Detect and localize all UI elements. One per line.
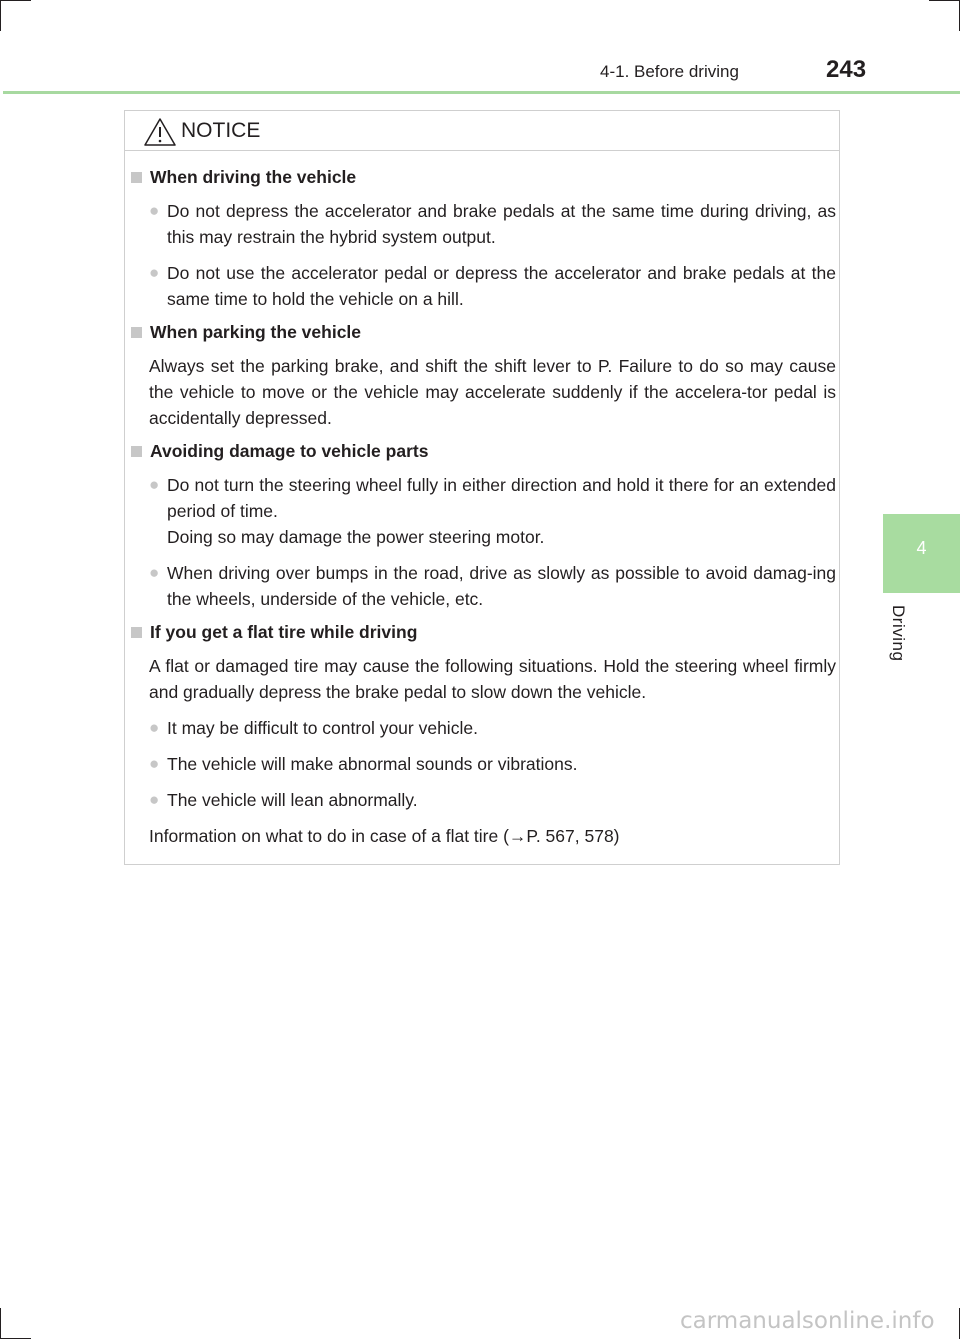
circle-bullet-icon: ● <box>149 201 160 220</box>
crop-mark-top-left-v <box>0 0 1 31</box>
circle-bullet-icon: ● <box>149 563 160 582</box>
list-item: ● It may be difficult to control your vehicle. <box>149 715 836 741</box>
cross-reference-link[interactable]: Information on what to do in case of a flat tire (→P. 567, 578) <box>149 826 620 846</box>
notice-body <box>131 161 836 859</box>
square-bullet-icon <box>131 446 142 457</box>
list-item: ● Do not depress the accelerator and brake pedals at the same time during driving, as this may restrain the hybrid system output. <box>149 198 836 250</box>
square-bullet-icon <box>131 327 142 338</box>
section-paragraph: A flat or damaged tire may cause the following situations. Hold the steering wheel firmly and gradually depress the brake pedal to slow down the vehicle. <box>149 656 836 702</box>
chapter-label: Driving <box>889 605 908 662</box>
notice-box <box>124 110 840 865</box>
warning-triangle-icon <box>143 117 177 147</box>
section-heading: When driving the vehicle <box>131 167 836 188</box>
section-heading: Avoiding damage to vehicle parts <box>131 441 836 462</box>
list-item: ● The vehicle will make abnormal sounds or vibrations. <box>149 751 836 777</box>
circle-bullet-icon: ● <box>149 718 160 737</box>
section-heading: If you get a flat tire while driving <box>131 622 836 643</box>
section-title: 4-1. Before driving <box>600 62 739 81</box>
list-item: ● Do not use the accelerator pedal or depress the accelerator and brake pedals at the same time to hold the vehicle on a hill. <box>149 260 836 312</box>
list-item: ● Do not turn the steering wheel fully in either direction and hold it there for an extended period of time. Doing so may damage the power steering motor. <box>149 472 836 550</box>
watermark: carmanualsonline.info <box>680 1308 935 1334</box>
chapter-tab[interactable] <box>883 514 960 593</box>
crop-mark-bottom-left-v <box>0 1308 1 1339</box>
circle-bullet-icon: ● <box>149 790 160 809</box>
notice-title: NOTICE <box>181 119 261 142</box>
page-number: 243 <box>826 56 867 83</box>
list-item: ● When driving over bumps in the road, drive as slowly as possible to avoid damag-ing the wheels, underside of the vehicle, etc. <box>149 560 836 612</box>
crop-mark-top-left-h <box>0 0 31 1</box>
circle-bullet-icon: ● <box>149 754 160 773</box>
circle-bullet-icon: ● <box>149 475 160 494</box>
list-item: ● The vehicle will lean abnormally. <box>149 787 836 813</box>
notice-header <box>125 111 839 151</box>
chapter-number: 4 <box>916 538 927 558</box>
crop-mark-top-right-h <box>929 0 960 1</box>
circle-bullet-icon: ● <box>149 263 160 282</box>
section-heading: When parking the vehicle <box>131 322 836 343</box>
square-bullet-icon <box>131 172 142 183</box>
square-bullet-icon <box>131 627 142 638</box>
section-paragraph: Always set the parking brake, and shift the shift lever to P. Failure to do so may cause the vehicle to move or the vehicle may accelerate suddenly if the accelera-tor pedal is accidentally depressed. <box>149 356 836 428</box>
header-rule <box>3 91 960 94</box>
